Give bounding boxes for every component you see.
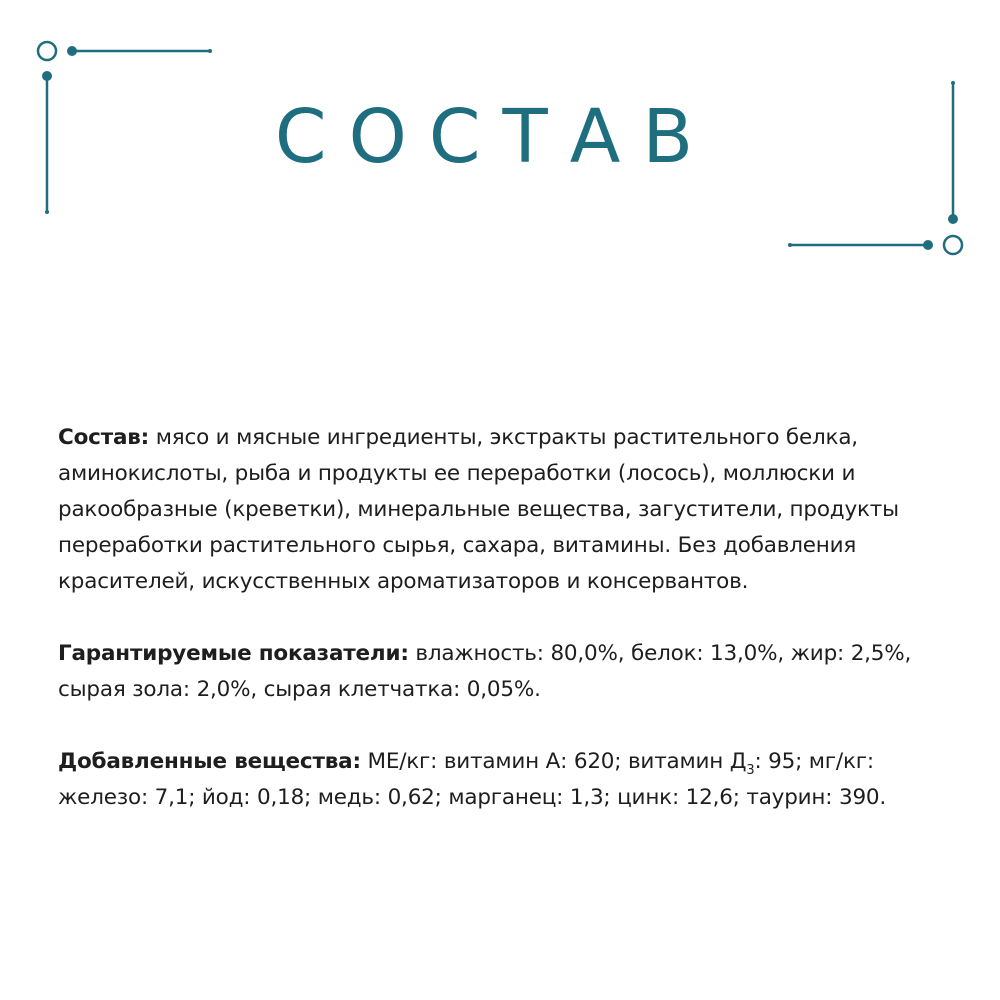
corner-dot-top-left-v xyxy=(42,71,52,81)
corner-dot-top-left-h xyxy=(67,46,77,56)
corner-dot-bottom-right-v xyxy=(948,214,958,224)
corner-ring-bottom-right xyxy=(944,236,962,254)
additives-paragraph xyxy=(58,744,938,816)
additives-label: Добавленные вещества: xyxy=(58,749,361,774)
page-title: СОСТАВ xyxy=(274,94,716,180)
composition-paragraph xyxy=(58,420,938,600)
corner-dot-bottom-right-h xyxy=(923,240,933,250)
corner-ring-top-left xyxy=(38,42,56,60)
composition-text: мясо и мясные ингредиенты, экстракты растительного белка, аминокислоты, рыба и продукты ее переработки (лосось), моллюски и ракообразные (креветки), минеральные вещества, загустители, продукты переработки растительного сырья, сахара, витамины. Без добавления красителей, искусственных ароматизаторов и консервантов. xyxy=(58,425,899,594)
guaranteed-label: Гарантируемые показатели: xyxy=(58,641,409,666)
corner-end-dot xyxy=(951,81,955,85)
corner-end-dot xyxy=(208,49,212,53)
vitamin-d-subscript: 3 xyxy=(746,763,755,778)
additives-text-after: : 95; мг/кг: железо: 7,1; йод: 0,18; медь: 0,62; марганец: 1,3; цинк: 12,6; таурин: 390. xyxy=(58,749,887,810)
corner-end-dot xyxy=(788,243,792,247)
guaranteed-paragraph xyxy=(58,636,938,708)
composition-label: Состав: xyxy=(58,425,150,450)
corner-end-dot xyxy=(45,210,49,214)
additives-text-before: МЕ/кг: витамин А: 620; витамин Д xyxy=(360,749,747,774)
guaranteed-text: влажность: 80,0%, белок: 13,0%, жир: 2,5%, сырая зола: 2,0%, сырая клетчатка: 0,05%. xyxy=(58,641,912,702)
composition-content xyxy=(58,420,938,852)
